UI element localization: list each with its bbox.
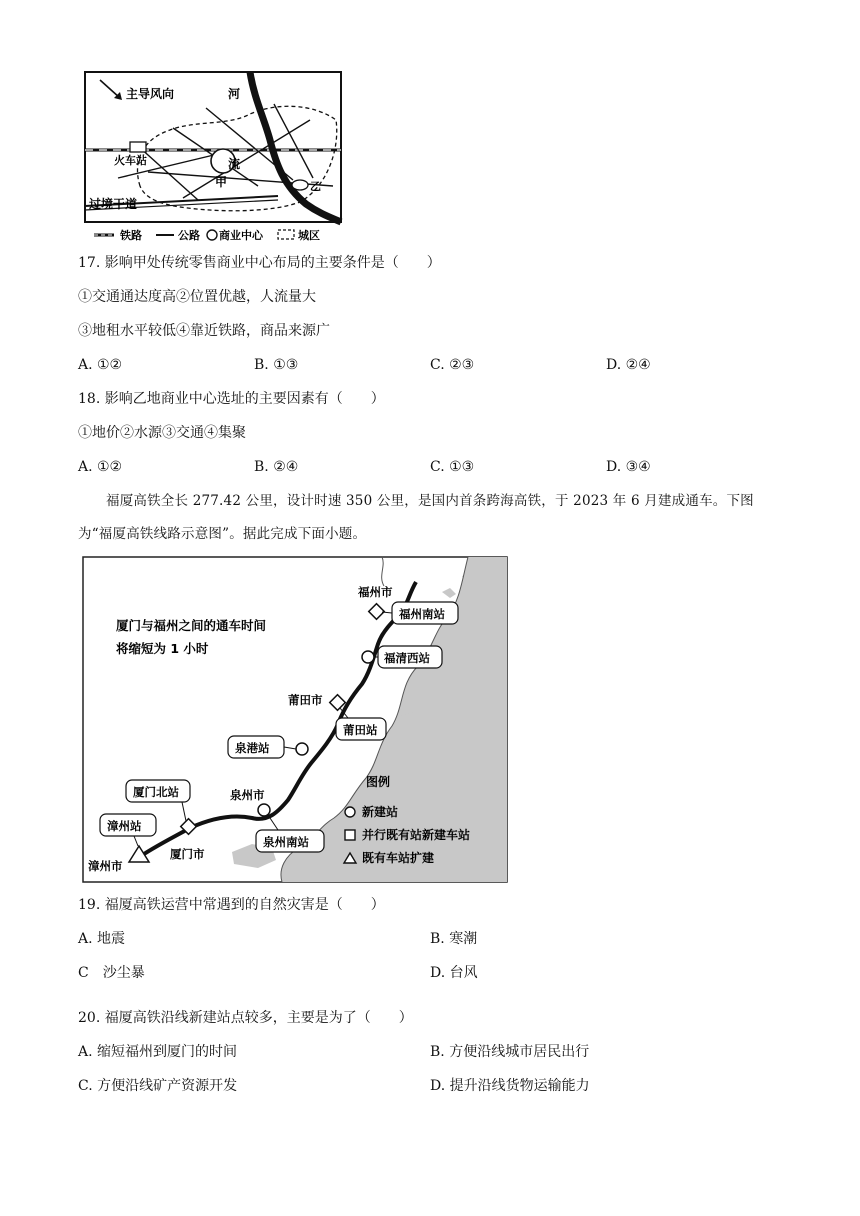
station-xiamen-north: 厦门北站 — [133, 785, 179, 799]
q17-option-b[interactable]: B. ①③ — [254, 357, 299, 373]
urban-layout-map — [78, 68, 348, 248]
q18-line1: ①地价②水源③交通④集聚 — [78, 425, 246, 441]
q18-option-a[interactable]: A. ①② — [78, 459, 123, 475]
river-label-liu: 流 — [228, 157, 241, 171]
city-zhangzhou: 漳州市 — [88, 859, 123, 873]
svg-text:商业中心: 商业中心 — [219, 229, 263, 242]
station-putian: 莆田站 — [343, 723, 378, 737]
q17-line1: ①交通通达度高②位置优越，人流量大 — [78, 289, 316, 305]
station-zhangzhou: 漳州站 — [107, 819, 142, 833]
station-fuqing-west: 福清西站 — [384, 651, 430, 665]
map1-legend — [94, 228, 320, 242]
q17-option-c[interactable]: C. ②③ — [430, 357, 475, 373]
svg-text:城区: 城区 — [298, 229, 320, 242]
quanzhou-south-symbol — [258, 804, 270, 816]
legend-expand: 既有车站扩建 — [362, 851, 435, 865]
q19-option-b[interactable]: B. 寒潮 — [430, 931, 478, 947]
q18-option-b[interactable]: B. ②④ — [254, 459, 299, 475]
legend-parallel: 并行既有站新建车站 — [362, 828, 471, 842]
intro-line1: 福厦高铁全长 277.42 公里，设计时速 350 公里，是国内首条跨海高铁，于 2023 年 6 月建成通车。下图 — [106, 493, 754, 509]
q19-option-d[interactable]: D. 台风 — [430, 965, 478, 981]
map2-note-line1: 厦门与福州之间的通车时间 — [116, 618, 267, 633]
svg-text:公路: 公路 — [178, 229, 200, 242]
city-xiamen: 厦门市 — [170, 847, 205, 861]
highway-label: 过境干道 — [89, 197, 138, 211]
city-quanzhou: 泉州市 — [230, 788, 265, 802]
intro-line2: 为“福厦高铁线路示意图”。据此完成下面小题。 — [78, 526, 367, 542]
q17-option-a[interactable]: A. ①② — [78, 357, 123, 373]
q20-option-d[interactable]: D. 提升沿线货物运输能力 — [430, 1078, 590, 1094]
q17-stem: 17. 影响甲处传统零售商业中心布局的主要条件是（ ） — [78, 255, 441, 271]
q19-option-c[interactable]: C 沙尘暴 — [78, 965, 145, 981]
legend-new: 新建站 — [362, 805, 399, 819]
station-quangang: 泉港站 — [235, 741, 270, 755]
jia-label: 甲 — [215, 175, 228, 189]
legend-title: 图例 — [366, 775, 391, 789]
city-fuzhou: 福州市 — [358, 585, 393, 599]
river-label-he: 河 — [228, 87, 241, 101]
q19-stem: 19. 福厦高铁运营中常遇到的自然灾害是（ ） — [78, 897, 385, 913]
q17-option-d[interactable]: D. ②④ — [606, 357, 651, 373]
fuxia-railway-map — [82, 556, 508, 884]
q17-line2: ③地租水平较低④靠近铁路，商品来源广 — [78, 323, 330, 339]
q18-stem: 18. 影响乙地商业中心选址的主要因素有（ ） — [78, 391, 385, 407]
station-fuzhou-south: 福州南站 — [399, 607, 445, 621]
yi-label: 乙 — [310, 180, 321, 193]
svg-text:铁路: 铁路 — [120, 229, 142, 242]
q19-option-a[interactable]: A. 地震 — [78, 931, 126, 947]
q20-option-b[interactable]: B. 方便沿线城市居民出行 — [430, 1044, 590, 1060]
q20-option-a[interactable]: A. 缩短福州到厦门的时间 — [78, 1044, 238, 1060]
q20-option-c[interactable]: C. 方便沿线矿产资源开发 — [78, 1078, 238, 1094]
fuqing-west-symbol — [362, 651, 374, 663]
q20-stem: 20. 福厦高铁沿线新建站点较多，主要是为了（ ） — [78, 1010, 413, 1026]
q18-option-d[interactable]: D. ③④ — [606, 459, 651, 475]
q18-option-c[interactable]: C. ①③ — [430, 459, 475, 475]
station-label: 火车站 — [114, 154, 147, 167]
quangang-symbol — [296, 743, 308, 755]
city-putian: 莆田市 — [288, 693, 323, 707]
map2-note-line2: 将缩短为 1 小时 — [116, 641, 209, 656]
wind-label: 主导风向 — [126, 87, 175, 101]
train-station-symbol — [130, 142, 146, 152]
station-quanzhou-south: 泉州南站 — [263, 835, 309, 849]
commercial-center-yi — [292, 180, 308, 190]
